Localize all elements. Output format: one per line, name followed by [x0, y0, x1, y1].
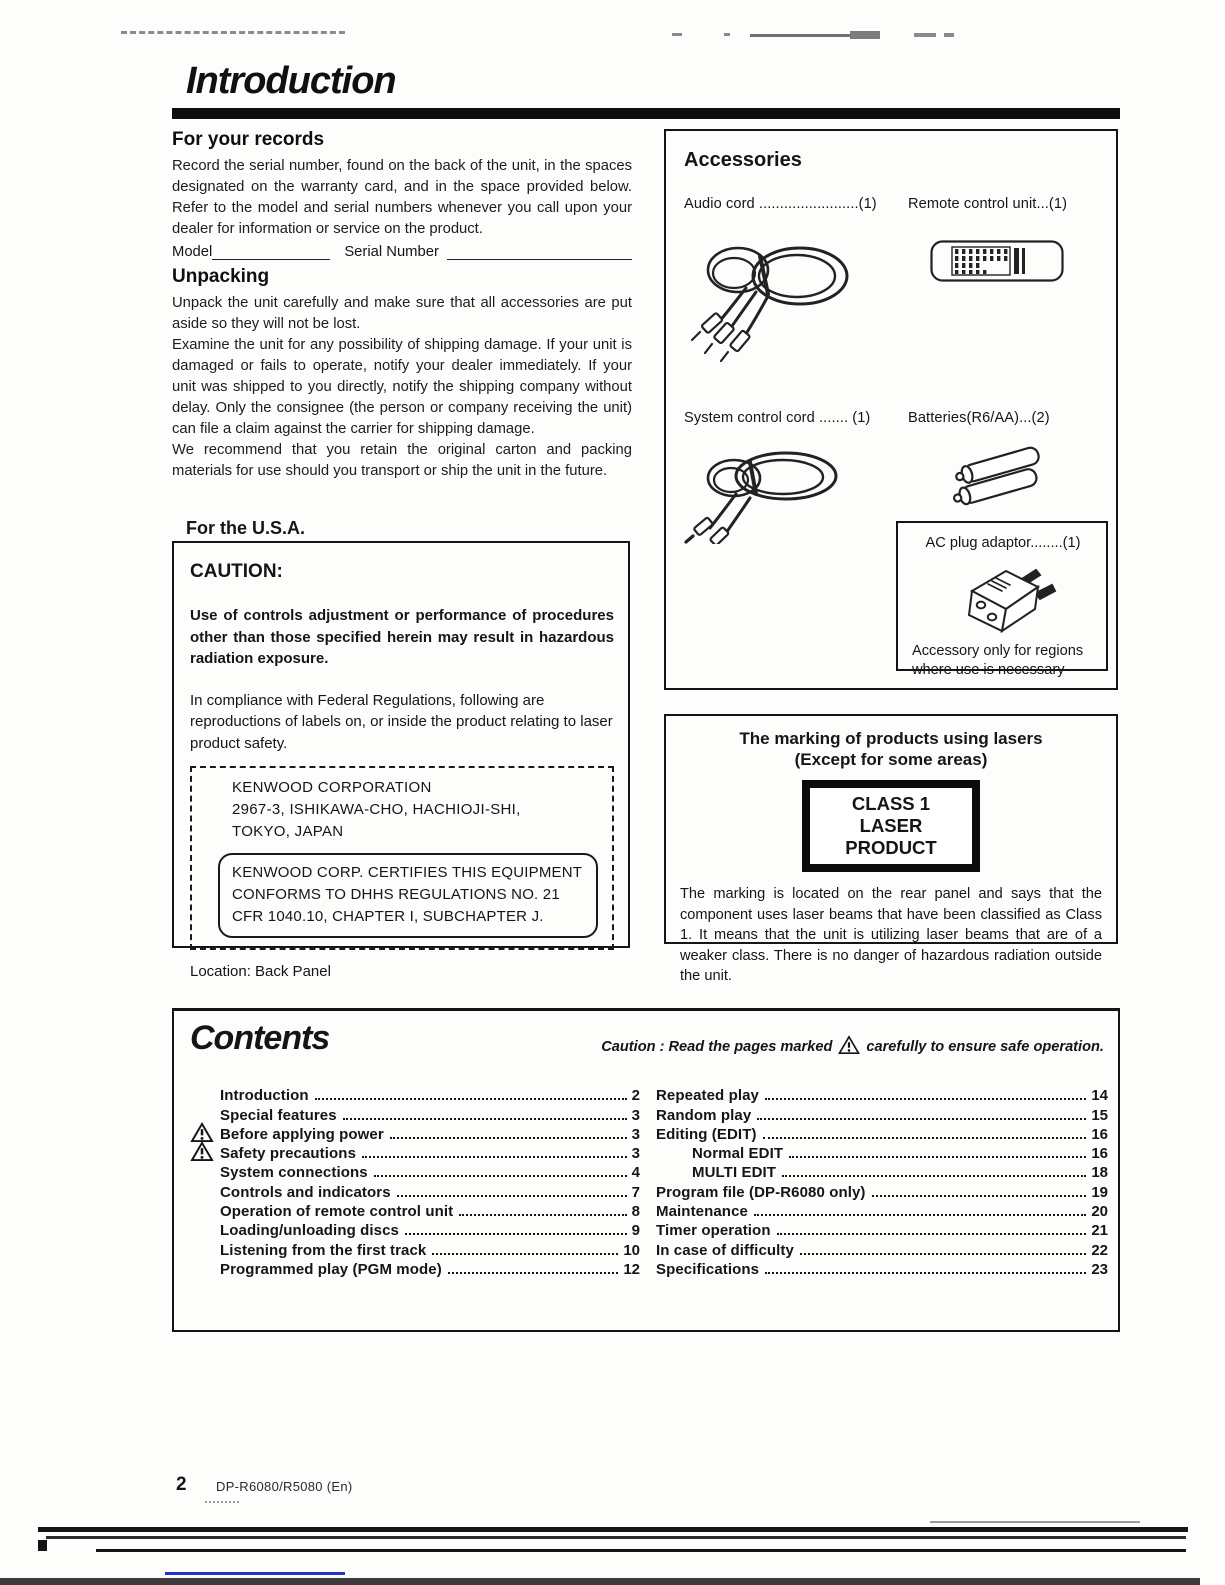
toc-entry-label: Safety precautions — [220, 1145, 357, 1163]
accessories-heading: Accessories — [684, 149, 802, 171]
toc-page-number: 12 — [623, 1260, 640, 1278]
cert-line: KENWOOD CORP. CERTIFIES THIS EQUIPMENT — [232, 864, 583, 881]
toc-entry — [656, 1220, 1108, 1239]
toc-dot-leader — [374, 1175, 627, 1177]
scan-artifact — [914, 33, 936, 37]
corp-line: 2967-3, ISHIKAWA-CHO, HACHIOJI-SHI, — [232, 801, 521, 818]
ac-plug-note-line2: where use is necessary — [912, 662, 1065, 678]
section-unpacking — [172, 266, 632, 482]
scan-artifact — [46, 1536, 1186, 1539]
caution-title: CAUTION: — [190, 561, 283, 582]
toc-dot-leader — [872, 1195, 1087, 1197]
toc-page-number: 3 — [631, 1125, 640, 1143]
scan-artifact-blue-underline — [165, 1572, 345, 1575]
toc-entry — [656, 1085, 1108, 1104]
caution-triangle-icon — [838, 1035, 860, 1059]
toc-page-number: 8 — [631, 1203, 640, 1221]
toc-entry-label: Program file (DP-R6080 only) — [656, 1183, 866, 1201]
toc-dot-leader — [800, 1253, 1086, 1255]
toc-left-column — [190, 1085, 640, 1278]
toc-page-number: 4 — [631, 1164, 640, 1182]
caution-compliance-text: In compliance with Federal Regulations, following are reproductions of labels on, or inside the product relating to laser product safety. — [190, 691, 613, 752]
toc-entry-label: Timer operation — [656, 1222, 771, 1240]
unpacking-paragraph-1: Unpack the unit carefully and make sure that all accessories are put aside so they will not be lost. — [172, 295, 632, 332]
toc-entry-label: Special features — [220, 1106, 337, 1124]
ac-plug-box — [896, 521, 1108, 678]
toc-dot-leader — [448, 1272, 619, 1274]
scan-artifact — [38, 1527, 1188, 1532]
toc-page-number: 16 — [1091, 1125, 1108, 1143]
toc-entry — [656, 1239, 1108, 1258]
toc-entry — [190, 1143, 640, 1162]
section-for-your-records — [172, 129, 632, 260]
cert-line: CONFORMS TO DHHS REGULATIONS NO. 21 — [232, 886, 560, 903]
toc-page-number: 7 — [631, 1183, 640, 1201]
toc-entry-label: In case of difficulty — [656, 1241, 794, 1259]
toc-entry-label: Controls and indicators — [220, 1183, 391, 1201]
toc-entry — [190, 1239, 640, 1258]
toc-page-number: 19 — [1091, 1183, 1108, 1201]
toc-dot-leader — [397, 1195, 627, 1197]
label-reproduction-box — [190, 766, 614, 950]
toc-entry — [190, 1220, 640, 1239]
serial-label: Serial Number — [344, 244, 439, 260]
unpacking-paragraph-2: Examine the unit for any possibility of shipping damage. If your unit is damaged or fails to operate, notify your dealer immediately. If your unit was shipped to you directly, notify the shipping company without delay. Only the consignee (the person or company receiving the unit) can file a claim against the carrier for shipping damage. — [172, 337, 632, 437]
toc-entry — [190, 1124, 640, 1143]
toc-entry-label: Before applying power — [220, 1125, 384, 1143]
toc-dot-leader — [362, 1156, 627, 1158]
model-serial-line — [172, 244, 632, 260]
toc-page-number: 9 — [631, 1222, 640, 1240]
serial-blank-field — [447, 244, 632, 260]
records-heading: For your records — [172, 129, 325, 150]
audio-cord-label: Audio cord ........................(1) — [684, 196, 877, 212]
corp-line: TOKYO, JAPAN — [232, 823, 344, 840]
toc-dot-leader — [789, 1156, 1086, 1158]
toc-entry-label: Random play — [656, 1106, 752, 1124]
toc-dot-leader — [763, 1137, 1087, 1139]
scan-artifact — [205, 1501, 239, 1503]
certification-box — [218, 853, 598, 938]
page-title: Introduction — [186, 60, 396, 102]
laser-title-line1: The marking of products using lasers — [739, 729, 1043, 748]
laser-body-text: The marking is located on the rear panel and says that the component uses laser beams that have been classified as Class 1. It means that the unit is utilizing laser beams that are of a weaker class. There is no danger of hazardous radiation outside the unit. — [680, 886, 1102, 984]
accessories-box — [664, 129, 1118, 690]
toc-page-number: 15 — [1091, 1106, 1108, 1124]
accessory-system-cord — [684, 410, 908, 548]
toc-right-column — [656, 1085, 1108, 1278]
toc-page-number: 10 — [623, 1241, 640, 1259]
accessory-remote — [908, 196, 1100, 368]
caution-note-suffix: carefully to ensure safe operation. — [866, 1039, 1104, 1055]
scan-artifact — [672, 33, 682, 36]
toc-page-number: 18 — [1091, 1164, 1108, 1182]
contents-title: Contents — [190, 1019, 330, 1057]
toc-entry-label: MULTI EDIT — [692, 1164, 777, 1182]
scan-artifact — [724, 33, 730, 36]
toc-page-number: 22 — [1091, 1241, 1108, 1259]
caution-warning-text: Use of controls adjustment or performance of procedures other than those specified herein may result in hazardous radiation exposure. — [190, 607, 614, 667]
records-body: Record the serial number, found on the back of the unit, in the spaces designated on the warranty card, and in the space provided below. Refer to the model and serial numbers whenever you call upon your dealer for information or service on the product. — [172, 158, 632, 237]
toc-entry — [190, 1181, 640, 1200]
corp-line: KENWOOD CORPORATION — [232, 779, 432, 796]
contents-caution-note — [601, 1035, 1104, 1059]
toc-entry — [190, 1085, 640, 1104]
scan-artifact — [944, 33, 954, 37]
batteries-label: Batteries(R6/AA)...(2) — [908, 410, 1050, 426]
scan-artifact — [750, 34, 852, 37]
scan-artifact — [96, 1549, 1186, 1552]
audio-cord-image — [684, 226, 908, 368]
model-blank-field — [212, 244, 330, 260]
laser-marking-box — [664, 714, 1118, 984]
toc-entry-label: Repeated play — [656, 1087, 760, 1105]
toc-entry — [656, 1104, 1108, 1123]
toc-dot-leader — [405, 1233, 627, 1235]
toc-entry-label: Introduction — [220, 1087, 309, 1105]
toc-entry-label: Loading/unloading discs — [220, 1222, 399, 1240]
system-cord-image — [684, 440, 908, 548]
toc-entry — [190, 1259, 640, 1278]
toc-dot-leader — [343, 1118, 627, 1120]
remote-image — [930, 240, 1100, 286]
toc-page-number: 20 — [1091, 1203, 1108, 1221]
scan-artifact — [38, 1540, 47, 1551]
scan-artifact — [930, 1521, 1140, 1523]
toc-entry — [656, 1143, 1108, 1162]
toc-page-number: 21 — [1091, 1222, 1108, 1240]
toc-dot-leader — [765, 1272, 1086, 1274]
scan-artifact — [121, 31, 345, 34]
toc-dot-leader — [765, 1098, 1086, 1100]
toc-dot-leader — [782, 1175, 1086, 1177]
toc-page-number: 16 — [1091, 1145, 1108, 1163]
unpacking-paragraph-3: We recommend that you retain the original carton and packing materials for use should you transport or ship the unit in the future. — [172, 442, 632, 479]
batteries-image — [940, 440, 1100, 522]
toc-entry — [656, 1162, 1108, 1181]
class1-line2: LASER PRODUCT — [845, 815, 937, 858]
toc-entry-label: Editing (EDIT) — [656, 1125, 757, 1143]
toc-dot-leader — [390, 1137, 627, 1139]
caution-note-prefix: Caution : Read the pages marked — [601, 1039, 833, 1055]
title-rule — [172, 108, 1120, 119]
toc-page-number: 2 — [631, 1087, 640, 1105]
toc-dot-leader — [459, 1214, 626, 1216]
cert-line: CFR 1040.10, CHAPTER I, SUBCHAPTER J. — [232, 908, 544, 925]
toc-entry — [656, 1124, 1108, 1143]
ac-plug-label: AC plug adaptor........(1) — [925, 535, 1081, 551]
footer-model-text: DP-R6080/R5080 (En) — [216, 1479, 353, 1494]
toc-entry — [656, 1201, 1108, 1220]
toc-entry — [656, 1259, 1108, 1278]
toc-entry — [656, 1181, 1108, 1200]
toc-page-number: 23 — [1091, 1260, 1108, 1278]
toc-entry-label: Maintenance — [656, 1203, 748, 1221]
caution-triangle-icon — [190, 1141, 220, 1162]
class1-line1: CLASS 1 — [851, 793, 931, 814]
toc-entry-label: System connections — [220, 1164, 368, 1182]
accessory-audio-cord — [684, 196, 908, 368]
toc-dot-leader — [754, 1214, 1086, 1216]
class1-laser-label — [802, 780, 980, 872]
ac-plug-image — [912, 553, 1094, 640]
scan-artifact — [850, 31, 880, 39]
toc-entry-label: Listening from the first track — [220, 1241, 427, 1259]
toc-dot-leader — [777, 1233, 1087, 1235]
ac-plug-note-line1: Accessory only for regions — [912, 643, 1084, 659]
toc-page-number: 3 — [631, 1145, 640, 1163]
toc-dot-leader — [757, 1118, 1086, 1120]
unpacking-heading: Unpacking — [172, 266, 270, 287]
system-cord-label: System control cord ....... (1) — [684, 410, 871, 426]
model-label: Model — [172, 244, 213, 260]
toc-page-number: 14 — [1091, 1087, 1108, 1105]
footer-page-number: 2 — [176, 1474, 187, 1495]
toc-dot-leader — [432, 1253, 618, 1255]
label-location-text: Location: Back Panel — [190, 963, 331, 980]
toc-entry-label: Specifications — [656, 1260, 760, 1278]
toc-page-number: 3 — [631, 1106, 640, 1124]
toc-entry — [190, 1201, 640, 1220]
toc-entry-label: Operation of remote control unit — [220, 1203, 454, 1221]
toc-entry — [190, 1162, 640, 1181]
toc-entry-label: Programmed play (PGM mode) — [220, 1260, 442, 1278]
caution-triangle-icon — [190, 1122, 220, 1143]
caution-box — [172, 541, 630, 980]
remote-label: Remote control unit...(1) — [908, 196, 1068, 212]
contents-box — [172, 1008, 1120, 1332]
laser-title-line2: (Except for some areas) — [794, 750, 988, 769]
toc-entry-label: Normal EDIT — [692, 1145, 784, 1163]
toc-entry — [190, 1104, 640, 1123]
scan-artifact-bottom-band — [0, 1578, 1200, 1585]
toc-dot-leader — [315, 1098, 627, 1100]
usa-heading: For the U.S.A. — [186, 518, 306, 538]
